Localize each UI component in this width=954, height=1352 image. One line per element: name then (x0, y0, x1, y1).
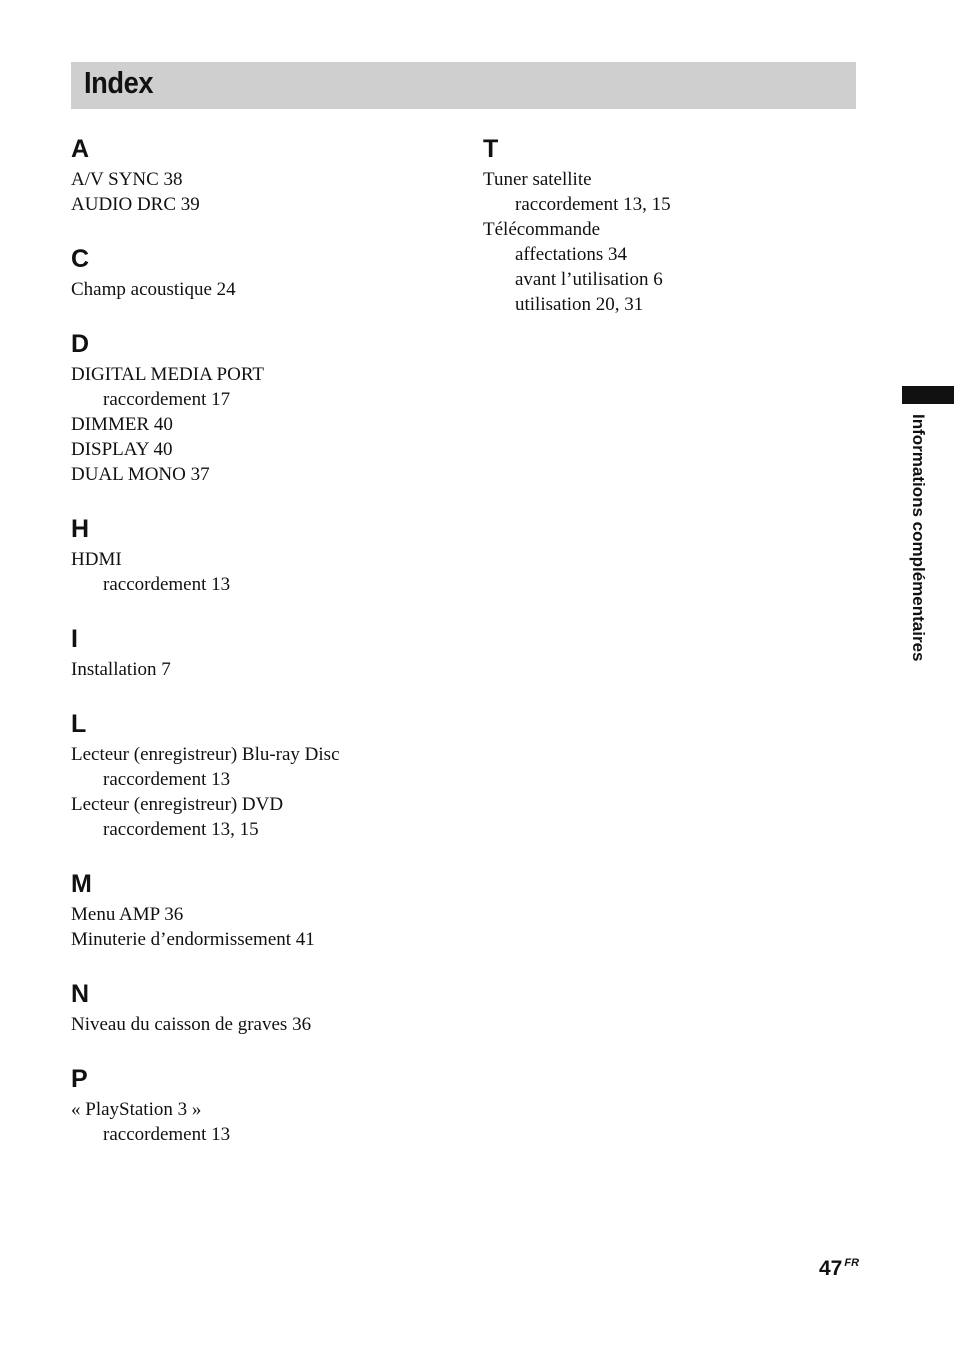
index-entry: Menu AMP 36 (71, 904, 184, 925)
section-letter: A (71, 135, 90, 163)
page-number-suffix: FR (844, 1257, 860, 1269)
index-section-h (71, 511, 451, 597)
index-entry: Télécommande (483, 219, 601, 240)
index-section-l (71, 706, 451, 842)
index-entry: AUDIO DRC 39 (71, 194, 200, 215)
index-entry: Niveau du caisson de graves 36 (71, 1014, 312, 1035)
page-number (819, 1257, 859, 1281)
page-title: Index (84, 65, 154, 100)
index-section-p (71, 1061, 451, 1147)
index-entry: Lecteur (enregistreur) Blu-ray Disc (71, 744, 340, 765)
section-letter: H (71, 515, 90, 543)
index-subentry: raccordement 13 (103, 1124, 231, 1145)
side-tab-marker (902, 386, 954, 404)
side-section-label: Informations complémentaires (909, 414, 928, 662)
index-entry: Minuterie d’endormissement 41 (71, 929, 315, 950)
index-entry: DISPLAY 40 (71, 439, 173, 460)
index-column-right (483, 131, 863, 341)
section-letter: N (71, 980, 90, 1008)
index-entry: Champ acoustique 24 (71, 279, 236, 300)
index-subentry: utilisation 20, 31 (515, 294, 644, 315)
index-subentry: raccordement 17 (103, 389, 231, 410)
index-entry: Installation 7 (71, 659, 171, 680)
index-entry: « PlayStation 3 » (71, 1099, 202, 1120)
section-letter: I (71, 625, 78, 653)
index-title-bar (71, 62, 856, 109)
section-letter: P (71, 1065, 88, 1093)
index-section-i (71, 621, 451, 682)
index-subentry: raccordement 13 (103, 769, 231, 790)
index-section-n (71, 976, 451, 1037)
index-subentry: raccordement 13 (103, 574, 231, 595)
index-section-d (71, 326, 451, 487)
index-subentry: raccordement 13, 15 (103, 819, 259, 840)
index-subentry: avant l’utilisation 6 (515, 269, 663, 290)
index-entry: HDMI (71, 549, 122, 570)
section-letter: T (483, 135, 499, 163)
index-section-a (71, 131, 451, 217)
section-letter: D (71, 330, 90, 358)
index-section-m (71, 866, 451, 952)
index-subentry: raccordement 13, 15 (515, 194, 671, 215)
index-entry: DUAL MONO 37 (71, 464, 210, 485)
section-letter: L (71, 710, 87, 738)
index-entry: A/V SYNC 38 (71, 169, 183, 190)
page-number-value: 47 (819, 1257, 843, 1280)
index-subentry: affectations 34 (515, 244, 628, 265)
index-entry: Lecteur (enregistreur) DVD (71, 794, 284, 815)
index-entry: Tuner satellite (483, 169, 592, 190)
index-section-t (483, 131, 863, 317)
section-letter: C (71, 245, 90, 273)
index-entry: DIGITAL MEDIA PORT (71, 364, 264, 385)
section-letter: M (71, 870, 92, 898)
index-section-c (71, 241, 451, 302)
index-column-left (71, 131, 451, 1171)
index-entry: DIMMER 40 (71, 414, 173, 435)
